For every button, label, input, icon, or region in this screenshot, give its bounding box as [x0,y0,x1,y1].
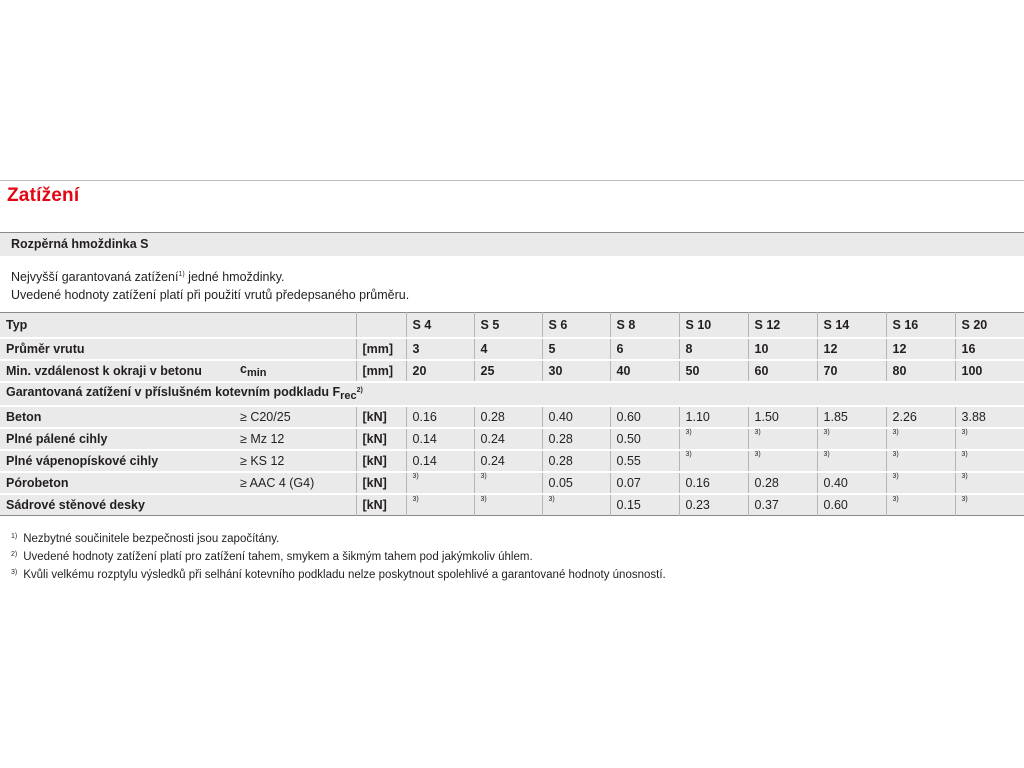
intro-text [11,268,409,304]
row-unit: [mm] [356,360,406,382]
value-cell: 5 [542,338,610,360]
value-cell: 25 [474,360,542,382]
load-value-cell: 0.60 [817,494,886,516]
load-value-cell: 0.28 [474,406,542,428]
footnote-ref: 3) [685,429,692,437]
load-value-cell: 0.50 [610,428,679,450]
type-S6: S 6 [542,313,610,338]
footnote-value-cell [955,450,1024,472]
type-S14: S 14 [817,313,886,338]
material-row [0,450,1024,472]
value-cell: 6 [610,338,679,360]
type-S4: S 4 [406,313,474,338]
type-S20: S 20 [955,313,1024,338]
footnote-item [11,531,666,549]
footnote-value-cell [886,450,955,472]
top-divider [0,180,1024,181]
footnotes [11,531,666,585]
footnote-value-cell [679,428,748,450]
type-S8: S 8 [610,313,679,338]
load-value-cell: 0.23 [679,494,748,516]
footnote-ref: 3) [754,429,761,437]
type-S16: S 16 [886,313,955,338]
footnote-ref: 3) [480,473,487,481]
material-rows [0,406,1024,516]
footnote-ref: 3) [892,495,899,503]
footnote-ref: 1) [178,270,185,278]
footnote-ref: 3) [892,429,899,437]
footnote-value-cell [817,428,886,450]
material-name: Sádrové stěnové desky [0,494,234,516]
row-unit: [mm] [356,338,406,360]
value-cell: 100 [955,360,1024,382]
load-value-cell: 0.15 [610,494,679,516]
type-S10: S 10 [679,313,748,338]
symbol-sub: min [246,367,267,379]
footnote-text: Uvedené hodnoty zatížení platí pro zatížení tahem, smykem a šikmým tahem pod jakýmkoliv úhlem. [23,551,533,563]
footnote-value-cell [955,494,1024,516]
material-grade: ≥ KS 12 [234,450,356,472]
load-value-cell: 0.05 [542,472,610,494]
footnote-ref: 3) [823,451,830,459]
load-value-cell: 2.26 [886,406,955,428]
type-label: Typ [0,313,356,338]
footnote-ref: 3) [823,429,830,437]
material-row [0,406,1024,428]
material-grade: ≥ AAC 4 (G4) [234,472,356,494]
value-cell: 10 [748,338,817,360]
value-cell: 12 [817,338,886,360]
type-S12: S 12 [748,313,817,338]
value-cell: 8 [679,338,748,360]
footnote-text: Nezbytné součinitele bezpečnosti jsou započítány. [23,533,280,545]
intro-line-1-rest: jedné hmoždinky. [184,270,285,284]
load-value-cell: 1.10 [679,406,748,428]
material-row [0,472,1024,494]
footnote-item [11,567,666,585]
footnote-value-cell [955,472,1024,494]
footnote-ref: 3) [412,495,419,503]
value-cell: 4 [474,338,542,360]
symbol-c: c [240,362,247,376]
load-value-cell: 0.07 [610,472,679,494]
row-unit: [kN] [356,428,406,450]
footnote-ref: 2) [356,387,363,394]
footnote-mark: 2) [11,551,18,558]
row-unit: [kN] [356,472,406,494]
value-cell: 16 [955,338,1024,360]
row-unit: [kN] [356,406,406,428]
value-cell: 20 [406,360,474,382]
load-value-cell: 0.14 [406,428,474,450]
footnote-ref: 3) [892,451,899,459]
edge-distance-row [0,360,1024,382]
footnote-value-cell [406,494,474,516]
load-value-cell: 0.28 [748,472,817,494]
section-title: Zatížení [7,185,80,206]
type-S5: S 5 [474,313,542,338]
intro-line-2: Uvedené hodnoty zatížení platí při použití vrutů předepsaného průměru. [11,288,410,302]
load-value-cell: 0.55 [610,450,679,472]
product-header-bar [0,232,1024,256]
material-name: Plné pálené cihly [0,428,234,450]
footnote-value-cell [474,494,542,516]
row-unit: [kN] [356,450,406,472]
value-cell: 60 [748,360,817,382]
load-value-cell: 0.60 [610,406,679,428]
value-cell: 3 [406,338,474,360]
material-row [0,428,1024,450]
material-name: Pórobeton [0,472,234,494]
footnote-value-cell [886,428,955,450]
footnote-value-cell [542,494,610,516]
load-value-cell: 0.37 [748,494,817,516]
load-value-cell: 0.40 [542,406,610,428]
footnote-ref: 3) [961,473,968,481]
footnote-ref: 3) [961,495,968,503]
value-cell: 30 [542,360,610,382]
material-name: Beton [0,406,234,428]
intro-line-1 [11,268,409,286]
footnote-value-cell [679,450,748,472]
value-cell: 50 [679,360,748,382]
load-value-cell: 0.24 [474,428,542,450]
guaranteed-sub: rec [340,390,357,402]
footnote-ref: 3) [754,451,761,459]
load-value-cell: 0.28 [542,450,610,472]
footnote-text: Kvůli velkému rozptylu výsledků při selhání kotevního podkladu nelze poskytnout spolehlivé a garantované hodnoty únosností. [23,569,666,581]
load-value-cell: 0.14 [406,450,474,472]
load-value-cell: 0.16 [679,472,748,494]
value-cell: 80 [886,360,955,382]
guaranteed-load-label [0,382,1024,406]
footnote-ref: 3) [961,451,968,459]
footnote-value-cell [886,494,955,516]
value-cell: 40 [610,360,679,382]
value-cell: 12 [886,338,955,360]
footnote-ref: 3) [685,451,692,459]
material-grade: ≥ C20/25 [234,406,356,428]
product-name: Rozpěrná hmoždinka S [11,237,149,251]
load-value-cell: 3.88 [955,406,1024,428]
footnote-ref: 3) [548,495,555,503]
row-label: Min. vzdálenost k okraji v betonu [0,360,234,382]
intro-line-1-text: Nejvyšší garantovaná zatížení [11,270,179,284]
footnote-value-cell [748,450,817,472]
footnote-ref: 3) [892,473,899,481]
footnote-value-cell [955,428,1024,450]
footnote-mark: 3) [11,569,18,576]
type-header-row [0,313,1024,338]
load-value-cell: 1.50 [748,406,817,428]
edge-symbol [234,360,356,382]
screw-diameter-row [0,338,1024,360]
footnote-ref: 3) [480,495,487,503]
footnote-mark: 1) [11,533,18,540]
guaranteed-label-text: Garantovaná zatížení v příslušném kotevním podkladu F [6,385,341,399]
value-cell: 70 [817,360,886,382]
load-value-cell: 0.24 [474,450,542,472]
footnote-value-cell [474,472,542,494]
footnote-value-cell [748,428,817,450]
load-table [0,312,1024,516]
load-value-cell: 0.16 [406,406,474,428]
material-grade: ≥ Mz 12 [234,428,356,450]
footnote-value-cell [406,472,474,494]
load-value-cell: 0.28 [542,428,610,450]
material-grade [234,494,356,516]
footnote-ref: 3) [412,473,419,481]
load-value-cell: 0.40 [817,472,886,494]
footnote-value-cell [886,472,955,494]
load-value-cell: 1.85 [817,406,886,428]
footnote-item [11,549,666,567]
unit-cell [356,313,406,338]
row-unit: [kN] [356,494,406,516]
row-label: Průměr vrutu [0,338,356,360]
footnote-ref: 3) [961,429,968,437]
footnote-value-cell [817,450,886,472]
material-name: Plné vápenopískové cihly [0,450,234,472]
guaranteed-load-header-row [0,382,1024,406]
material-row [0,494,1024,516]
